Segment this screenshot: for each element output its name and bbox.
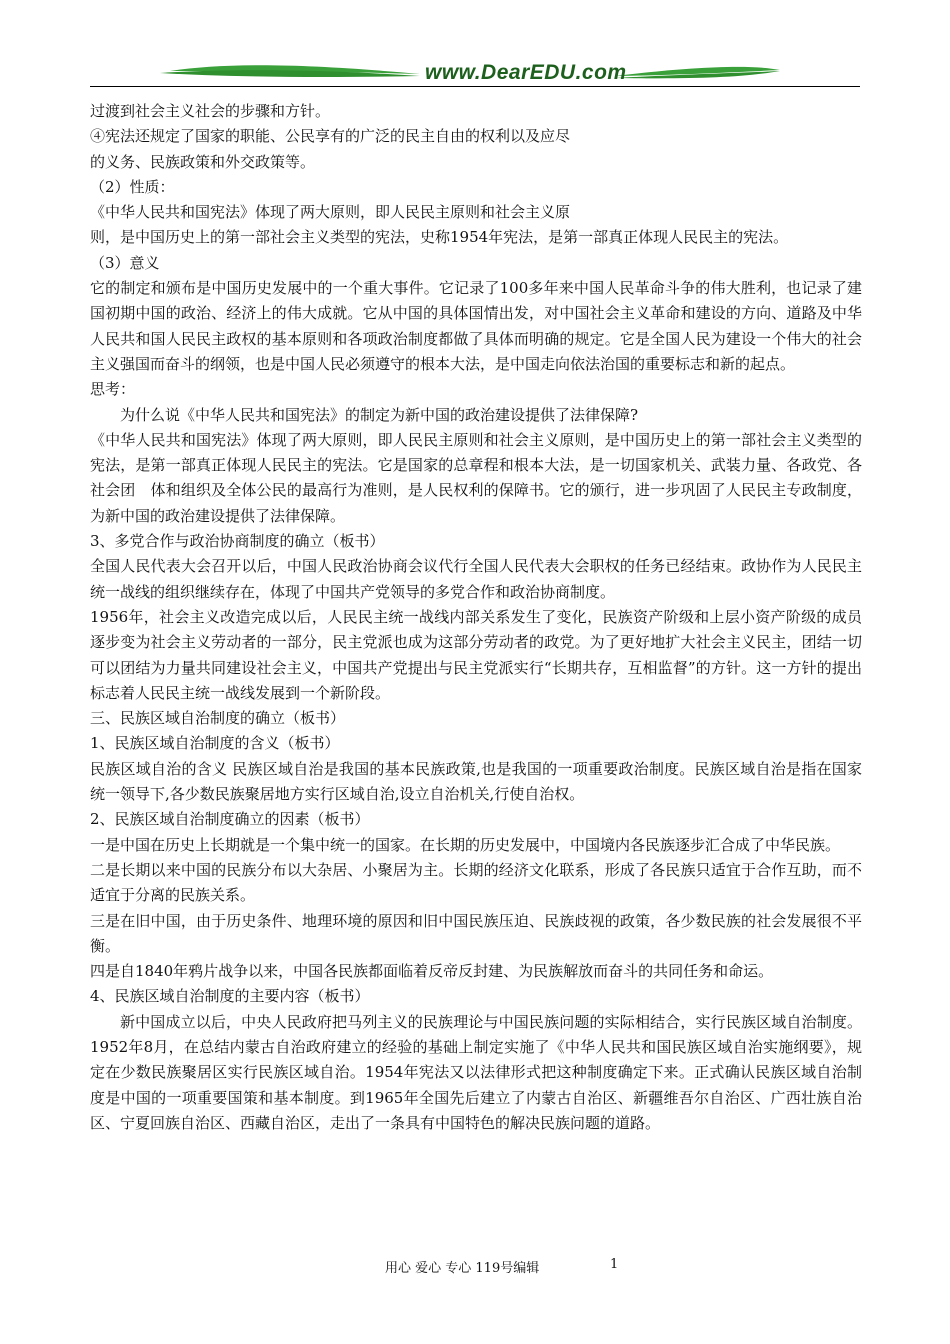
header-rule — [90, 86, 860, 87]
paragraph: 过渡到社会主义社会的步骤和方针。 — [90, 102, 331, 120]
site-brand: www.DearEDU.com — [425, 61, 627, 84]
paragraph: 它的制定和颁布是中国历史发展中的一个重大事件。它记录了100多年来中国人民革命斗争的伟大胜利，也记录了建国初期中国的政治、经济上的伟大成就。它从中国的具体国情出发，对中国社会主义革命和建设的方向、道路及中华人民共和国人民民主政权的基本原则和各项政治制度都做了具体而明确的规定。它是全国人民为建设一个伟大的社会主义强国而奋斗的纲领，也是中国人民必须遵守的根本大法，是中国走向依法治国的重要标志和新的起点。 — [90, 279, 862, 373]
document-body — [90, 99, 862, 1136]
page-number: 1 — [610, 1257, 619, 1272]
paragraph: 1956年，社会主义改造完成以后，人民民主统一战线内部关系发生了变化，民族资产阶级和上层小资产阶级的成员逐步变为社会主义劳动者的一部分，民主党派也成为这部分劳动者的政党。为了更好地扩大社会主义民主，团结一切可以团结为力量共同建设社会主义，中国共产党提出与民主党派实行“长期共存，互相监督”的方针。这一方针的提出标志着人民民主统一战线发展到一个新阶段。 — [90, 607, 862, 702]
section-heading: 2、民族区域自治制度确立的因素（板书） — [90, 810, 370, 829]
footer-text: 用心 爱心 专心 119号编辑 — [385, 1261, 540, 1276]
paragraph: 民族区域自治的含义 民族区域自治是我国的基本民族政策,也是我国的一项重要政治制度。民族区域自治是指在国家统一领导下,各少数民族聚居地方实行区域自治,设立自治机关,行使自治权。 — [90, 759, 862, 804]
paragraph: 一是中国在历史上长期就是一个集中统一的国家。在长期的历史发展中，中国境内各民族逐步汇合成了中华民族。 — [90, 835, 841, 854]
paragraph: 《中华人民共和国宪法》体现了两大原则，即人民民主原则和社会主义原则，是中国历史上的第一部社会主义类型的宪法，是第一部真正体现人民民主的宪法。它是国家的总章程和根本大法，是一切国家机关、武装力量、各政党、各社会团 体和组织及全体公民的最高行为准则，是人民权利的保障书。它的颁行，进一步巩固了人民民主专政制度，为新中国的政治建设提供了法律保障。 — [90, 430, 862, 525]
section-heading: 三、民族区域自治制度的确立（板书） — [90, 709, 346, 728]
paragraph: 则，是中国历史上的第一部社会主义类型的宪法，史称1954年宪法，是第一部真正体现人民民主的宪法。 — [90, 228, 789, 247]
paragraph: 《中华人民共和国宪法》体现了两大原则，即人民民主原则和社会主义原 — [90, 203, 571, 222]
paragraph: 四是自1840年鸦片战争以来，中国各民族都面临着反帝反封建、为民族解放而奋斗的共同任务和命运。 — [90, 962, 774, 981]
paragraph: ④宪法还规定了国家的职能、公民享有的广泛的民主自由的权利以及应尽 — [90, 127, 571, 146]
section-heading: 思考： — [90, 380, 136, 399]
paragraph: 三是在旧中国，由于历史条件、地理环境的原因和旧中国民族压迫、民族歧视的政策，各少数民族的社会发展很不平衡。 — [90, 911, 862, 955]
page-header — [90, 58, 860, 90]
section-heading: 1、民族区域自治制度的含义（板书） — [90, 734, 340, 753]
section-heading: 3、多党合作与政治协商制度的确立（板书） — [90, 532, 385, 551]
question: 为什么说《中华人民共和国宪法》的制定为新中国的政治建设提供了法律保障? — [120, 405, 639, 424]
section-heading: （3）意义 — [90, 253, 160, 272]
paragraph: 的义务、民族政策和外交政策等。 — [90, 152, 316, 171]
paragraph: 二是长期以来中国的民族分布以大杂居、小聚居为主。长期的经济文化联系，形成了各民族只适宜于合作互助，而不适宜于分离的民族关系。 — [90, 860, 862, 905]
paragraph: 新中国成立以后，中央人民政府把马列主义的民族理论与中国民族问题的实际相结合，实行民族区域自治制度。1952年8月，在总结内蒙古自治政府建立的经验的基础上制定实施了《中华人民共和国民族区域自治实施纲要》，规定在少数民族聚居区实行民族区域自治。1954年宪法又以法律形式把这种制度确定下来。正式确认民族区域自治制度是中国的一项重要国策和基本制度。到1965年全国先后建立了内蒙古自治区、新疆维吾尔自治区、广西壮族自治区、宁夏回族自治区、西藏自治区，走出了一条具有中国特色的解决民族问题的道路。 — [90, 1012, 862, 1132]
paragraph: 全国人民代表大会召开以后，中国人民政治协商会议代行全国人民代表大会职权的任务已经结束。政协作为人民民主统一战线的组织继续存在，体现了中国共产党领导的多党合作和政治协商制度。 — [90, 557, 862, 601]
section-heading: 4、民族区域自治制度的主要内容（板书） — [90, 987, 370, 1006]
section-heading: （2）性质： — [90, 177, 175, 196]
